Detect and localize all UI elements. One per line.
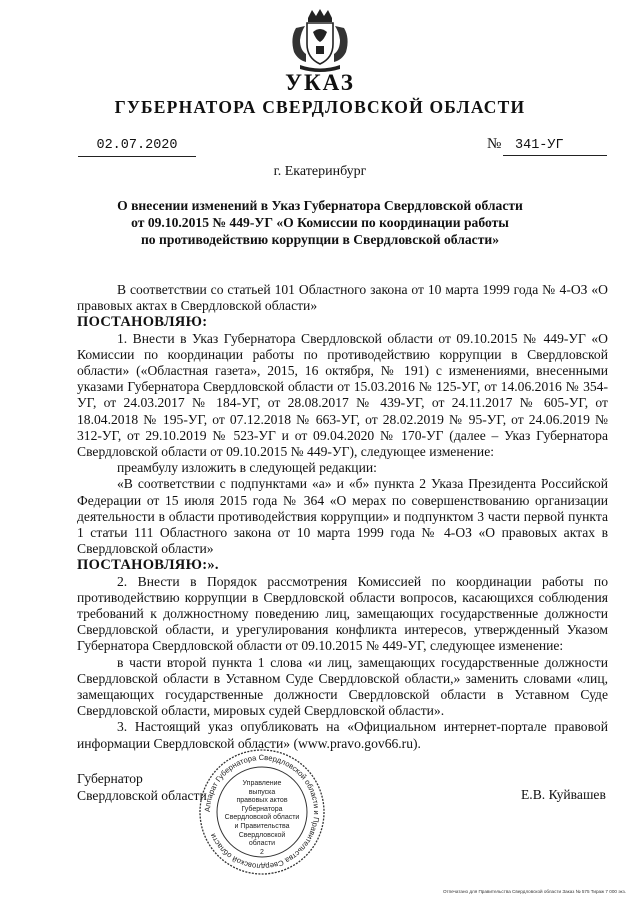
stamp-line: 2 bbox=[260, 848, 264, 856]
decree-body bbox=[77, 282, 608, 752]
stamp-inner-text bbox=[220, 780, 304, 857]
document-title bbox=[80, 197, 560, 248]
stamp-line: Губернатора bbox=[241, 805, 283, 813]
decree-keyword-quoted: ПОСТАНОВЛЯЮ:». bbox=[77, 557, 219, 574]
document-title-line: О внесении изменений в Указ Губернатора Свердловской области bbox=[117, 198, 523, 213]
signer-name: Е.В. Куйвашев bbox=[521, 787, 606, 802]
issuer-title: ГУБЕРНАТОРА СВЕРДЛОВСКОЙ ОБЛАСТИ bbox=[114, 97, 526, 117]
clause-2: 2. Внести в Порядок рассмотрения Комиссией по координации работы по противодействию коррупции в Свердловской области вопросов, касающихся соблюдения требований к должностному поведению лиц, замещающих государственные должности Свердловской области, и урегулирования конфликта интересов, утвержденный Указом Губернатора Свердловской области от 09.10.2015 № 449-УГ, следующее изменение: bbox=[77, 573, 608, 654]
decree-date: 02.07.2020 bbox=[78, 138, 196, 157]
stamp-line: Свердловской bbox=[238, 831, 286, 839]
decree-title: УКАЗ bbox=[285, 70, 355, 95]
signer-position bbox=[77, 770, 207, 804]
signer-position-line: Губернатор bbox=[77, 771, 143, 786]
stamp-line: выпуска bbox=[248, 788, 276, 796]
stamp-ring-text: Аппарат Губернатора Свердловской области и Правительства Свердловской области bbox=[202, 752, 322, 872]
decree-keyword: ПОСТАНОВЛЯЮ: bbox=[77, 314, 208, 331]
clause-2-change: в части второй пункта 1 слова «и лиц, замещающих государственные должности Свердловской области в Уставном Суде Свердловской области,» заменить словами «лиц, замещающих государственные должности Свердловской области в Уставном Суде Свердловской области, мировых судей Свердловской области». bbox=[77, 654, 608, 719]
clause-1-instruction: преамбулу изложить в следующей редакции: bbox=[117, 460, 377, 476]
coat-of-arms-icon bbox=[286, 8, 354, 74]
preamble-paragraph: В соответствии со статьей 101 Областного закона от 10 марта 1999 года № 4-ОЗ «О правовых актах в Свердловской области» bbox=[77, 282, 608, 314]
stamp-line: Управление bbox=[242, 780, 282, 787]
clause-1: 1. Внести в Указ Губернатора Свердловской области от 09.10.2015 № 449-УГ «О Комиссии по координации работы по противодействию коррупции в Свердловской области» («Областная газета», 2015, 16 октября, № 191) с изменениями, внесенными указами Губернатора Свердловской области от 15.03.2016 № 125-УГ, от 14.06.2016 № 354-УГ, от 24.03.2017 № 184-УГ, от 28.08.2017 № 439-УГ, от 24.11.2017 № 605-УГ, от 18.04.2018 № 195-УГ, от 07.12.2018 № 663-УГ, от 28.02.2019 № 95-УГ, от 24.06.2019 № 312-УГ, от 29.10.2019 № 523-УГ и от 09.04.2020 № 170-УГ (далее – Указ Губернатора Свердловской области от 09.10.2015 № 449-УГ), следующее изменение: bbox=[77, 330, 608, 460]
print-footer: Отпечатано для Правительства Свердловской области Заказ № 575 Тираж 7 000 экз. bbox=[442, 889, 626, 894]
document-title-line: от 09.10.2015 № 449-УГ «О Комиссии по координации работы bbox=[131, 215, 509, 230]
signer-position-line: Свердловской области bbox=[77, 788, 207, 803]
stamp-line: правовых актов bbox=[236, 797, 288, 805]
decree-number: 341-УГ bbox=[503, 138, 607, 156]
stamp-line: и Правительства bbox=[234, 822, 290, 830]
stamp-line: Свердловской области bbox=[224, 814, 300, 822]
document-title-line: по противодействию коррупции в Свердловской области» bbox=[140, 232, 500, 247]
clause-1-new-preamble: «В соответствии с подпунктами «а» и «б» пункта 2 Указа Президента Российской Федерации от 15 июля 2015 года № 364 «О мерах по совершенствованию организации деятельности в области противодействия коррупции» и подпунктом 3 части первой пункта 1 статьи 111 Областного закона от 10 марта 1999 года № 4-ОЗ «О правовых актах в Свердловской области» bbox=[77, 476, 608, 557]
city: г. Екатеринбург bbox=[273, 164, 367, 179]
number-label: № bbox=[487, 136, 502, 152]
clause-3: 3. Настоящий указ опубликовать на «Официальном интернет-портале правовой информации Свердловской области» (www.pravo.gov66.ru). bbox=[77, 719, 608, 751]
stamp-line: области bbox=[248, 840, 276, 848]
